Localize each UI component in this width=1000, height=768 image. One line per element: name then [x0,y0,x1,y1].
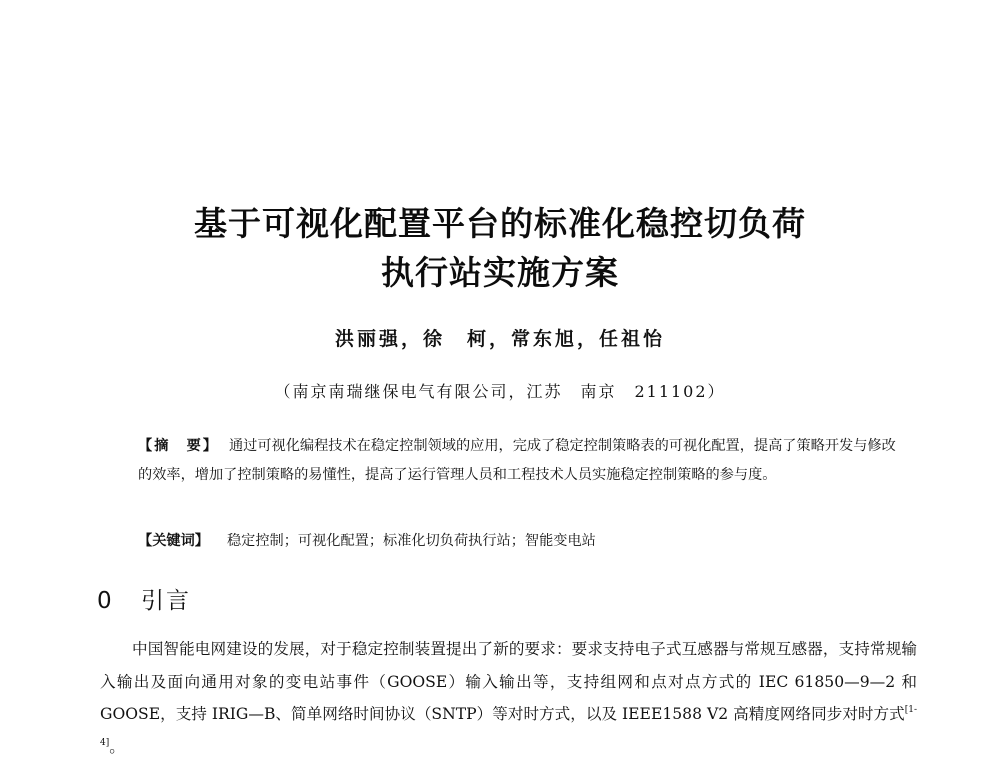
section-title: 引言 [141,588,191,614]
section-number: 0 [97,588,112,614]
body-paragraph-end: 。 [109,737,125,756]
paper-title-line-1: 基于可视化配置平台的标准化稳控切负荷 [194,204,806,243]
abstract [138,432,898,489]
author-list: 洪丽强，徐 柯，常东旭，任祖怡 [334,328,665,350]
section-heading-introduction [97,584,191,618]
affiliation: （南京南瑞继保电气有限公司，江苏 南京 211102） [274,382,726,401]
body-paragraph-text: 中国智能电网建设的发展，对于稳定控制装置提出了新的要求：要求支持电子式互感器与常规互感器，支持常规输入输出及面向通用对象的变电站事件（GOOSE）输入输出等，支持组网和点对点方式的 IEC 61850—9—2 和 GOOSE，支持 IRIG—B、简单网络时间协议（SNTP）等对时方式，以及 IEEE1588 V2 高精度网络同步对时方式 [100,640,917,723]
paper-title-line-2: 执行站实施方案 [381,253,619,292]
keywords-text: 稳定控制；可视化配置；标准化切负荷执行站；智能变电站 [226,533,596,549]
keywords [138,527,898,555]
abstract-text: 通过可视化编程技术在稳定控制领域的应用，完成了稳定控制策略表的可视化配置，提高了策略开发与修改的效率，增加了控制策略的易懂性，提高了运行管理人员和工程技术人员实施稳定控制策略的参与度。 [138,438,896,483]
body-paragraph [100,633,917,763]
abstract-label: 【摘 要】 [138,438,219,454]
citation: [1-4] [100,705,917,748]
keywords-label: 【关键词】 [138,533,209,549]
